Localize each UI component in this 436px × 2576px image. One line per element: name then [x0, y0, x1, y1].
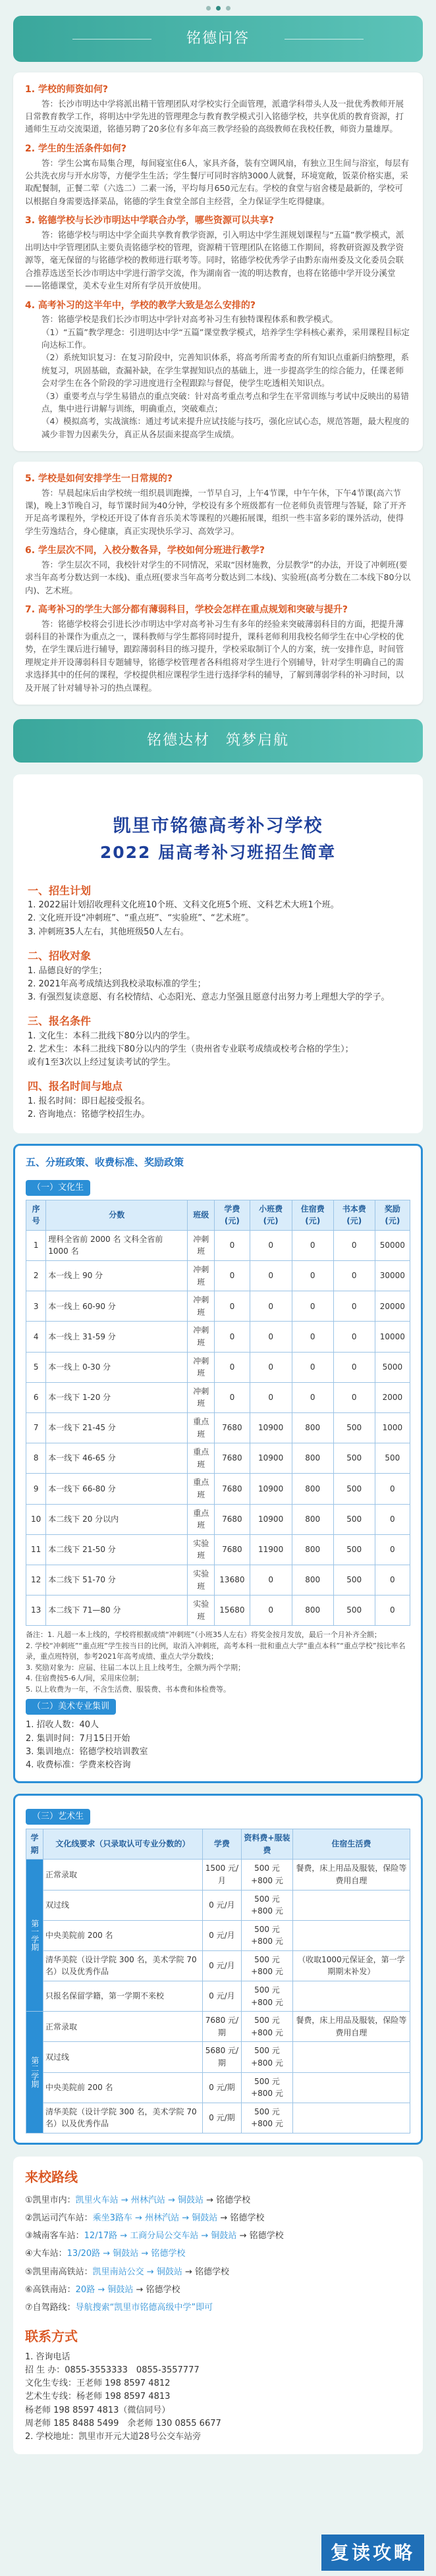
table-header: 住宿费(元) [292, 1200, 333, 1230]
table-row [26, 1382, 410, 1412]
table-cell: 冲刺班 [188, 1322, 215, 1352]
table-cell: 0 [250, 1230, 292, 1260]
table-cell: 0 [333, 1291, 375, 1322]
table-cell: 实验班 [188, 1596, 215, 1626]
route-title: 来校路线 [25, 2169, 78, 2185]
table-cell: 1 [26, 1230, 46, 1260]
table-cell: 500 [333, 1474, 375, 1504]
route-item [25, 2247, 411, 2261]
table-cell: 2 [26, 1261, 46, 1291]
route-via: 13/20路 → 铜鼓站 → 铭德学校 [67, 2249, 186, 2259]
table-cell: 双过线 [43, 1890, 203, 1920]
section-lines [28, 1095, 408, 1121]
table-cell: 冲刺班 [188, 1352, 215, 1382]
table-row [26, 1443, 410, 1474]
culture-fee-table [26, 1200, 410, 1626]
table-cell: 本一线上 31-59 分 [46, 1322, 188, 1352]
route-item [25, 2284, 411, 2297]
table-header: 序号 [26, 1200, 46, 1230]
table-cell: 0 [375, 1504, 410, 1534]
table-cell: 本一线上 0-30 分 [46, 1352, 188, 1382]
table-cell: 清华美院（设计学院 300 名，美术学院 70 名）以及优秀作品 [43, 1950, 203, 1981]
table-cell: 0 [250, 1596, 292, 1626]
table-cell: 实验班 [188, 1534, 215, 1565]
table-cell: 双过线 [43, 2042, 203, 2072]
art-line: 3. 集训地点：铭德学校培训教室 [26, 1746, 148, 1757]
table-header: 学期 [26, 1829, 43, 1860]
table-cell: 本一线下 21-45 分 [46, 1412, 188, 1443]
table-header: 资料费+服装费 [242, 1829, 293, 1860]
table-header: 学费 [202, 1829, 242, 1860]
table-cell: 0 [250, 1291, 292, 1322]
faq-card-2 [13, 462, 423, 705]
table-row [26, 1534, 410, 1565]
table-row [26, 2042, 410, 2072]
table-cell: 本一线上 90 分 [46, 1261, 188, 1291]
table-cell: 7680 [215, 1412, 250, 1443]
section-lines [28, 1030, 408, 1069]
contact-line: 1. 咨询电话 [25, 2351, 70, 2362]
art-line: 4. 收费标准：学费来校咨询 [26, 1759, 131, 1770]
table-cell: 500 元+800 元 [242, 1981, 293, 2012]
table-cell: 冲刺班 [188, 1261, 215, 1291]
table-cell: 500 元+800 元 [242, 2103, 293, 2133]
school-name: 凯里市铭德高考补习学校 [113, 815, 323, 836]
table-cell: 0 [250, 1352, 292, 1382]
section-title: 一、招生计划 [28, 884, 92, 897]
section-lines [28, 965, 408, 1004]
faq-answer: （3）重要考点与学生易错点的重点突破：针对高考重点考点和学生在平常训练与考试中反映出的易错点，集中进行讲解与训练，明确重点，突破难点； [41, 390, 409, 414]
table-cell: 500 元+800 元 [242, 2042, 293, 2072]
faq-answer: （4）模拟高考，实战演练：通过考试来提升应试技能与技巧，强化应试心态，规范答题，最大程度的减少非智力因素失分，真正从各层面来提高学生成绩。 [41, 416, 409, 439]
table-cell: 0 [375, 1596, 410, 1626]
table-cell: 10900 [250, 1443, 292, 1474]
table-header: 班级 [188, 1200, 215, 1230]
section-banner-faq [13, 16, 423, 62]
table-cell: 0 [292, 1322, 333, 1352]
faq-answer: 答：铭德学校将会引进长沙市明达中学对高考补习生有多年的经验来突破薄弱科目的方面，把提升薄弱科目的补课作为重点之一，课科教师与学生都将同时提升，课科老师利用我校名师学生在中心学校的优势，在学生课后进行辅导，跟踪薄弱科目的练习提升，学校采取制订个人的方案，统一安排作息，时间管理规定并开设薄弱科目专题辅导，铭德学校管理者各科组将对学生进行个别辅导，针对学生明确自己的需求选择其中的任何的课程，学校提供相应课程学生进行选择学科的辅导，了解到薄弱学科的补习时间，以及开展了针对辅导补习的热点课程。 [25, 618, 404, 693]
contact-line: 艺术生专线：杨老师 198 8597 4813 [25, 2392, 171, 2402]
route-item [25, 2266, 411, 2279]
faq-card-1 [13, 72, 423, 451]
art-training-lines [26, 1719, 410, 1772]
route-arrow: → [203, 2195, 217, 2205]
section-line: 2. 咨询地点：铭德学校招生办。 [28, 1110, 150, 1120]
faq-answer: （2）系统知识复习：在复习阶段中，完善知识体系，将高考所需考查的所有知识点重新归纳整理，系统复习，巩固基础，查漏补缺，在学生掌握知识点的基础上，进一步提高学生的综合能力，任课老师会对学生在各个阶段的学习进度进行全程跟踪与督促，使学生吃透相关知识点。 [41, 352, 409, 389]
table-cell: 800 [292, 1474, 333, 1504]
table-cell: 30000 [375, 1261, 410, 1291]
route-via: 导航搜索“凯里市铭德高级中学”即可 [75, 2302, 213, 2313]
table-cell: 500 [333, 1565, 375, 1595]
table-cell: 800 [292, 1596, 333, 1626]
table-cell: 7680 [215, 1443, 250, 1474]
route-item [25, 2230, 411, 2243]
brochure [13, 774, 423, 1133]
table-cell: 50000 [375, 1230, 410, 1260]
table-cell: 0 [292, 1230, 333, 1260]
fee-note: 5. 以上收费为一年，不含生活费、服装费、书本费和体检费等。 [26, 1684, 231, 1694]
table-cell: 500 元+800 元 [242, 1920, 293, 1950]
table-cell [292, 1890, 410, 1920]
table-cell: 0 元/月 [202, 1950, 242, 1981]
table-cell: 500 元+800 元 [242, 1890, 293, 1920]
section-title: 四、报名时间与地点 [28, 1080, 123, 1093]
table-cell: 500 [375, 1443, 410, 1474]
route-to: 铭德学校 [146, 2284, 180, 2295]
table-cell: 0 [250, 1565, 292, 1595]
route-to: 铭德学校 [230, 2213, 265, 2224]
table-cell: 重点班 [188, 1504, 215, 1534]
table-header: 奖励(元) [375, 1200, 410, 1230]
table-cell: 1000 [375, 1412, 410, 1443]
table-cell: 0 元/月 [202, 1890, 242, 1920]
table-cell: 0 [333, 1322, 375, 1352]
table-cell [292, 1920, 410, 1950]
table-cell: 0 [250, 1261, 292, 1291]
route-to: 铭德学校 [195, 2267, 230, 2277]
table-cell: 5000 [375, 1352, 410, 1382]
table-cell: 3 [26, 1291, 46, 1322]
fee-note: 2. 学校“冲刺班”“重点班”学生按当日的比例，取消入冲刺班，高考本科一批和重点大学“重点本科”“重点学校”按比率名录，重点班特别，参考2021年高考成绩、重点大学分数线； [26, 1641, 406, 1661]
table-cell: 500 [333, 1534, 375, 1565]
table-cell: 10900 [250, 1504, 292, 1534]
table-cell: 7680 [215, 1474, 250, 1504]
table-row [26, 1291, 410, 1322]
contact-line: 文化生专线：王老师 198 8597 4812 [25, 2378, 171, 2389]
route-via: 12/17路 → 工商分局公交车站 → 铜鼓站 [84, 2231, 237, 2241]
table-cell: 2000 [375, 1382, 410, 1412]
table-cell: 0 [292, 1352, 333, 1382]
route-from: ①凯里市内： [25, 2195, 76, 2205]
table-row [26, 1950, 410, 1981]
table-cell: 0 元/月 [202, 1920, 242, 1950]
table-cell: 8 [26, 1443, 46, 1474]
table-header: 文化线要求（只录取认可专业分数的） [43, 1829, 203, 1860]
table-row [26, 1596, 410, 1626]
carousel-dot-active[interactable] [216, 6, 221, 11]
section-line: 1. 文化生：本科二批线下80分以内的学生。 [28, 1031, 196, 1041]
carousel-dot[interactable] [226, 6, 231, 11]
table-cell [292, 2103, 410, 2133]
banner-title: 铭德达材 筑梦启航 [146, 732, 289, 749]
fee-note: 3. 奖励对象为：应届、往届二本以上且上线考生，全额为两个学期； [26, 1663, 245, 1672]
table-cell: 0 [333, 1382, 375, 1412]
table-row [26, 1261, 410, 1291]
contact-list [25, 2351, 411, 2444]
table-cell: 本二线下 21-50 分 [46, 1534, 188, 1565]
art-title: （三）艺术生 [26, 1809, 90, 1825]
semester-cell: 第一学期 [26, 1860, 43, 2012]
table-row [26, 1920, 410, 1950]
carousel-dots[interactable] [0, 0, 436, 16]
route-arrow: → [236, 2231, 250, 2241]
table-cell: 0 [375, 1565, 410, 1595]
route-from: ⑦自驾路线： [25, 2302, 76, 2313]
table-cell: 0 [215, 1291, 250, 1322]
table-cell: 9 [26, 1474, 46, 1504]
table-cell: 800 [292, 1534, 333, 1565]
table-cell: 7680 元/期 [202, 2012, 242, 2042]
banner-title: 铭德问答 [186, 30, 250, 47]
carousel-dot[interactable] [206, 6, 211, 11]
table-cell: 本二线下 51-70 分 [46, 1565, 188, 1595]
table-cell: 本二线下 20 分以内 [46, 1504, 188, 1534]
table-cell: 500 [333, 1443, 375, 1474]
table-cell: 冲刺班 [188, 1230, 215, 1260]
section-line: 3. 有强烈复读意愿、有名校情结、心态阳光、意志力坚强且愿意付出努力考上理想大学的学子。 [28, 992, 390, 1002]
route-from: ⑥高铁南站： [25, 2284, 76, 2295]
table-cell: 15680 [215, 1596, 250, 1626]
table-header: 小班费(元) [250, 1200, 292, 1230]
faq-question: 5. 学校是如何安排学生一日常规的? [25, 473, 173, 484]
faq-answer: （1）“五篇”教学理念：引进明达中学“五篇”课堂教学模式，培养学生学科核心素养，采用课程目标定向达标工作。 [41, 327, 410, 350]
brochure-subtitle: 2022 届高考补习班招生简章 [99, 842, 337, 862]
table-row [26, 1474, 410, 1504]
table-cell: 0 [215, 1230, 250, 1260]
table-cell: 800 [292, 1412, 333, 1443]
section-line: 2. 艺术生：本科二批线下80分以内的学生（贵州省专业联考成绩或校考合格的学生）； [28, 1044, 354, 1054]
culture-title: （一）文化生 [26, 1180, 90, 1196]
table-cell: 冲刺班 [188, 1291, 215, 1322]
table-cell: 6 [26, 1382, 46, 1412]
table-header: 住宿生活费 [292, 1829, 410, 1860]
table-cell [292, 1981, 410, 2012]
table-cell: 10900 [250, 1412, 292, 1443]
route-to: 铭德学校 [249, 2231, 284, 2241]
route-item [25, 2194, 411, 2207]
route-arrow: → [217, 2213, 231, 2224]
art-section [13, 1794, 423, 2145]
table-cell: 10900 [250, 1474, 292, 1504]
section-line: 2. 2021年高考成绩达到我校录取标准的学生； [28, 979, 206, 989]
table-cell: 500 [333, 1596, 375, 1626]
route-from: ②凯运司汽车站： [25, 2213, 93, 2224]
table-cell: 冲刺班 [188, 1382, 215, 1412]
table-cell: 0 [375, 1474, 410, 1504]
table-cell: 13 [26, 1596, 46, 1626]
art-line: 1. 招收人数：40人 [26, 1720, 99, 1731]
table-cell: 重点班 [188, 1474, 215, 1504]
table-cell: 本一线下 1-20 分 [46, 1382, 188, 1412]
faq-answer: 答：铭德学校与明达中学全面共享教育教学资源，引入明达中学生涯规划课程与“五篇”教学模式，派出明达中学管理团队主要负责铭德学校的管理，资源精干管理团队在铭德工作期间，将教研资源及教学资源等，毫无保留的与铭德学校的教师进行联考等。同时，铭德学校优秀学子由黔东南州委及文化委员会联合推荐选送至长沙市明达中学进行游学交流，作为湖南省一流的明达教育，也将在铭德中学开设分溪堂——铭德课堂，美术专业生对所有学员开放使用。 [25, 229, 404, 291]
route-section [13, 2157, 423, 2454]
table-row [26, 1981, 410, 2012]
table-row [26, 1504, 410, 1534]
table-cell: 500 [333, 1412, 375, 1443]
table-header: 学费(元) [215, 1200, 250, 1230]
table-cell: 10000 [375, 1322, 410, 1352]
table-cell: 0 [333, 1261, 375, 1291]
route-from: ③城南客车站： [25, 2231, 84, 2241]
contact-line: 杨老师 198 8597 4813（微信同号） [25, 2405, 171, 2415]
table-cell: 7680 [215, 1534, 250, 1565]
contact-line: 2. 学校地址：凯里市开元大道28号公交车站旁 [25, 2431, 202, 2442]
table-cell: 500 元+800 元 [242, 2072, 293, 2103]
table-cell: 0 [250, 1322, 292, 1352]
section-line: 2. 文化班开设“冲刺班”、“重点班”、“实验班”、“艺术班”。 [28, 913, 254, 924]
table-cell: 餐费，床上用品及服装，保险等费用自理 [292, 1860, 410, 1890]
table-row [26, 2072, 410, 2103]
faq-answer: 答：铭德学校是我们长沙市明达中学针对高考补习生有独特课程体系和教学模式。 [41, 314, 339, 325]
section-line: 1. 报名时间：即日起接受报名。 [28, 1096, 150, 1106]
table-cell: 0 元/期 [202, 2103, 242, 2133]
route-item [25, 2212, 411, 2225]
table-row [26, 1565, 410, 1595]
table-cell: 0 [215, 1261, 250, 1291]
art-line: 2. 集训时间：7月15日开始 [26, 1733, 130, 1744]
table-cell: 0 [215, 1322, 250, 1352]
section-banner-brochure [13, 719, 423, 763]
table-cell: 实验班 [188, 1565, 215, 1595]
art-training-title: （二）美术专业集训 [26, 1699, 116, 1715]
table-cell: 本一线下 46-65 分 [46, 1443, 188, 1474]
section-title: 三、报名条件 [28, 1014, 92, 1027]
section-line: 1. 2022届计划招收理科文化班10个班、文科文化班5个班、文科艺术大班1个班。 [28, 900, 339, 911]
faq-question: 4. 高考补习的这半年中，学校的教学大致是怎么安排的? [25, 300, 256, 311]
section-lines [28, 899, 408, 938]
contact-title: 联系方式 [25, 2328, 78, 2344]
route-from: ⑤凯里南高铁站： [25, 2267, 93, 2277]
faq-answer: 答：学生层次不同，我校针对学生的不同情况，采取“因材施教，分层教学”的办法，开设了冲刺班(要求当年高考分数达到一本线)、重点班(要求当年高考分数达到二本线)、实验班(高考分数在二本线下80分以内)、艺术班。 [25, 559, 411, 595]
table-cell: 13680 [215, 1565, 250, 1595]
table-cell: 7 [26, 1412, 46, 1443]
table-row [26, 1860, 410, 1890]
table-cell: 4 [26, 1322, 46, 1352]
table-cell [292, 2042, 410, 2072]
table-cell: 0 [333, 1230, 375, 1260]
faq-question: 6. 学生层次不同，入校分数各异，学校如何分班进行教学? [25, 545, 265, 556]
section-line: 或有1至3次以上经过复读考试的学生。 [28, 1058, 176, 1068]
table-cell: 500 元+800 元 [242, 2012, 293, 2042]
fee-note: 4. 住宿费按5-6人/间，采用床位制； [26, 1674, 144, 1683]
table-cell: 中央美院前 200 名 [43, 2072, 203, 2103]
faq-question: 3. 铭德学校与长沙市明达中学联合办学，哪些资源可以共享? [25, 215, 275, 226]
table-cell: 本一线下 66-80 分 [46, 1474, 188, 1504]
table-cell: 重点班 [188, 1412, 215, 1443]
table-cell: 11 [26, 1534, 46, 1565]
table-cell: 本二线下 71—80 分 [46, 1596, 188, 1626]
table-cell: 800 [292, 1565, 333, 1595]
route-via: 20路 → 铜鼓站 [75, 2284, 134, 2295]
table-cell: 0 [292, 1291, 333, 1322]
table-row [26, 1230, 410, 1260]
route-from: ④大车站： [25, 2249, 67, 2259]
route-list [25, 2194, 411, 2315]
table-cell: 本一线上 60-90 分 [46, 1291, 188, 1322]
art-fee-table [26, 1829, 410, 2133]
table-cell: 0 [292, 1261, 333, 1291]
semester-cell: 第二学期 [26, 2012, 43, 2133]
table-cell: 中央美院前 200 名 [43, 1920, 203, 1950]
table-cell: 正常录取 [43, 2012, 203, 2042]
table-cell: 500 [333, 1504, 375, 1534]
route-via: 凯里南站公交 → 铜鼓站 [92, 2267, 182, 2277]
table-row [26, 1352, 410, 1382]
table-cell: 0 [292, 1382, 333, 1412]
table-cell: 0 [375, 1534, 410, 1565]
faq-answer: 答：学生公寓布局集合理，每间寝室住6人，家具齐备，装有空调风扇，有独立卫生间与浴室，每层有公共洗衣房与开水房等，方便学生生活；学生餐厅可同时容纳3000人就餐，环境宽敞，饭菜价格实惠，采取配餐制，正餐二荤（六选二）二素一汤，平均每月650元左右。学校的食堂与宿舍楼是最新的，学校可以根据自身需要选择菜品，铭德的学生食堂全部自主经营，全力保证学生吃得健康。 [25, 157, 409, 206]
table-cell: 0 元/期 [202, 2072, 242, 2103]
table-cell: 0 [215, 1382, 250, 1412]
route-item [25, 2301, 411, 2315]
fee-notes [26, 1630, 410, 1695]
section-title: 二、招收对象 [28, 949, 92, 962]
faq-question: 7. 高考补习的学生大部分都有薄弱科目，学校会怎样在重点规划和突破与提升? [25, 604, 348, 615]
fee-section [13, 1144, 423, 1783]
table-cell: 只报名保留学籍，第一学期不来校 [43, 1981, 203, 2012]
contact-line: 招 生 办：0855-3553333 0855-3557777 [25, 2365, 200, 2376]
table-cell: 5 [26, 1352, 46, 1382]
faq-answer: 答：早晨起床后由学校统一组织晨训跑操，一节早自习，上午4节课，中午午休，下午4节课(高六节课)，晚上3节晚自习，每节课时间为40分钟，学校设有多个班级都有一位老师负责管理与答疑，除了开齐开足高考课程外，学校还开设了体育音乐美术等课程的兴趣拓展课，组织一些丰富多彩的课外活动，使得学生劳逸结合，身心健康，真正实现快乐学习、高效学习。 [25, 487, 406, 536]
table-cell: 0 [333, 1352, 375, 1382]
route-arrow: → [182, 2267, 195, 2277]
table-cell: 0 [250, 1382, 292, 1412]
route-to: 铭德学校 [216, 2195, 251, 2205]
section-line: 3. 冲刺班35人左右，其他班级50人左右。 [28, 926, 189, 937]
table-cell: 800 [292, 1504, 333, 1534]
table-row [26, 2012, 410, 2042]
table-cell: 500 元+800 元 [242, 1950, 293, 1981]
fee-note: 备注：1. 凡超一本上线的，学校将根据成绩“冲刺班”（小班35人左右）将奖金按月发放，最后一个月补齐全额； [26, 1630, 381, 1640]
table-cell: 餐费，床上用品及服装，保险等费用自理 [292, 2012, 410, 2042]
contact-line: 周老师 185 8488 5499 余老师 130 0855 6677 [25, 2418, 221, 2428]
table-header: 分数 [46, 1200, 188, 1230]
table-cell: 1500 元/月 [202, 1860, 242, 1890]
fee-title: 五、分班政策、收费标准、奖励政策 [26, 1156, 184, 1169]
table-cell: 20000 [375, 1291, 410, 1322]
faq-question: 1. 学校的师资如何? [25, 84, 109, 95]
table-cell: 800 [292, 1443, 333, 1474]
faq-question: 2. 学生的生活条件如何? [25, 143, 127, 154]
table-cell: 重点班 [188, 1443, 215, 1474]
table-row [26, 1412, 410, 1443]
watermark-logo: 复读攻略 [321, 2535, 424, 2571]
faq-answer: 答：长沙市明达中学将派出精干管理团队对学校实行全面管理，派遣学科带头人及一批优秀教师开展日常教育教学工作，将明达中学先进的管理理念与教育教学模式引入铭德学校，共享优质的教育资源，打通师生互动交流渠道，铭德另聘了20多位有多年高三教学经验的高级教师在我校任教，师资力量雄厚。 [25, 98, 404, 134]
table-cell: 500 元+800 元 [242, 1860, 293, 1890]
table-row [26, 1890, 410, 1920]
table-cell: 清华美院（设计学院 300 名，美术学院 70 名）以及优秀作品 [43, 2103, 203, 2133]
table-cell: 12 [26, 1565, 46, 1595]
table-cell [292, 2072, 410, 2103]
table-row [26, 2103, 410, 2133]
table-cell: 0 元/月 [202, 1981, 242, 2012]
route-arrow: → [133, 2284, 146, 2295]
table-cell: 0 [215, 1352, 250, 1382]
table-row [26, 1322, 410, 1352]
table-cell: 10 [26, 1504, 46, 1534]
route-via: 凯里火车站 → 州林汽站 → 铜鼓站 [75, 2195, 204, 2205]
table-cell: 5680 元/期 [202, 2042, 242, 2072]
table-cell: （收取1000元保证金，第一学期期末补发） [292, 1950, 410, 1981]
table-cell: 11900 [250, 1534, 292, 1565]
table-header: 书本费(元) [333, 1200, 375, 1230]
table-cell: 7680 [215, 1504, 250, 1534]
section-line: 1. 品德良好的学生； [28, 965, 107, 976]
route-via: 乘坐3路车 → 州林汽站 → 铜鼓站 [92, 2213, 218, 2224]
table-cell: 正常录取 [43, 1860, 203, 1890]
table-cell: 理科全省前 2000 名 文科全省前 1000 名 [46, 1230, 188, 1260]
